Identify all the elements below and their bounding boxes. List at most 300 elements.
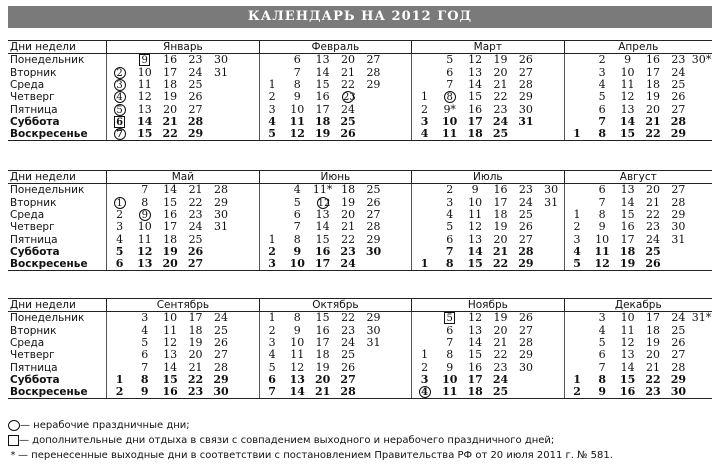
calendar-block bbox=[8, 298, 712, 399]
calendar-day bbox=[107, 67, 132, 79]
calendar-day: 8 bbox=[437, 258, 462, 271]
calendar-day: 30 bbox=[666, 386, 691, 399]
calendar-day: 18 bbox=[645, 78, 660, 92]
calendar-day: 3 bbox=[259, 337, 284, 349]
calendar-day: 8 bbox=[293, 232, 301, 246]
calendar-day: 13 bbox=[132, 258, 157, 271]
calendar-day bbox=[666, 258, 691, 271]
calendar-day: 4 bbox=[259, 116, 284, 128]
calendar-day: 19 bbox=[315, 360, 330, 374]
month-name: Февраль bbox=[259, 41, 411, 54]
calendar-day bbox=[234, 221, 259, 233]
calendar-day: 22 bbox=[645, 372, 661, 386]
calendar-day bbox=[107, 361, 132, 373]
calendar-day: 7 bbox=[598, 114, 606, 128]
calendar-day: 15 bbox=[163, 195, 178, 209]
calendar-day: 21 bbox=[493, 78, 508, 92]
calendar-day: 11* bbox=[312, 183, 333, 197]
calendar-day: 28 bbox=[671, 195, 686, 209]
extra-rest-day-marker: 5 bbox=[444, 312, 455, 324]
calendar-day: 17 bbox=[620, 232, 635, 246]
calendar-day: 11 bbox=[137, 232, 152, 246]
calendar-day: 23 bbox=[341, 323, 356, 337]
calendar-day bbox=[259, 209, 284, 221]
calendar-day: 7 bbox=[293, 65, 301, 79]
calendar-day: 29 bbox=[366, 78, 381, 92]
weekday-row bbox=[8, 361, 712, 373]
calendar-day bbox=[234, 197, 259, 209]
calendar-day: 20 bbox=[341, 208, 356, 222]
calendar-day bbox=[539, 349, 564, 361]
calendar-day bbox=[513, 374, 538, 386]
calendar-day: 20 bbox=[341, 53, 356, 67]
calendar-day bbox=[361, 128, 386, 141]
calendar-day bbox=[259, 184, 284, 197]
calendar-day: 11 bbox=[437, 128, 462, 141]
calendar-day: 14 bbox=[468, 78, 483, 92]
calendar-day: 28 bbox=[518, 336, 533, 350]
calendar-day: 24 bbox=[335, 258, 360, 271]
calendar-day: 23 bbox=[188, 53, 203, 67]
calendar-day bbox=[539, 116, 564, 128]
calendar-day: 2 bbox=[259, 91, 284, 103]
calendar-day bbox=[234, 374, 259, 386]
calendar-day: 1 bbox=[412, 91, 437, 103]
calendar-day: 12 bbox=[285, 128, 310, 141]
calendar-day: 16 bbox=[645, 53, 660, 67]
weekday-name: Понедельник bbox=[10, 54, 85, 67]
weekday-name: Среда bbox=[10, 79, 45, 92]
calendar-day: 19 bbox=[163, 90, 178, 104]
calendar-day: 23 bbox=[340, 244, 356, 258]
calendar-day: 28 bbox=[335, 386, 360, 399]
calendar-day: 11 bbox=[468, 208, 483, 222]
calendar-day bbox=[107, 312, 132, 325]
calendar-day bbox=[386, 233, 411, 245]
calendar-day: 9* bbox=[443, 102, 456, 116]
calendar-day bbox=[539, 386, 564, 399]
calendar-day: 22 bbox=[640, 128, 665, 141]
calendar-day: 20 bbox=[493, 323, 508, 337]
calendar-day: 9 bbox=[293, 244, 302, 258]
calendar-day bbox=[691, 361, 712, 373]
calendar-day: 29 bbox=[666, 128, 691, 141]
days-header: Дни недели bbox=[8, 41, 107, 54]
calendar-day bbox=[691, 337, 712, 349]
calendar-day: 15 bbox=[162, 372, 178, 386]
weekday-row bbox=[8, 67, 712, 79]
calendar-day: 14 bbox=[468, 336, 483, 350]
calendar-day: 22 bbox=[488, 258, 513, 271]
calendar-day: 26 bbox=[188, 90, 203, 104]
calendar-day bbox=[412, 209, 437, 221]
weekday-name: Пятница bbox=[10, 361, 58, 374]
weekday-name: Среда bbox=[10, 337, 45, 350]
calendar-day: 29 bbox=[213, 372, 229, 386]
holiday-marker: 8 bbox=[444, 91, 456, 103]
calendar-day: 31 bbox=[366, 336, 381, 350]
calendar-day: 21 bbox=[188, 360, 203, 374]
calendar-day: 9 bbox=[293, 90, 301, 104]
calendar-day: 7 bbox=[598, 360, 606, 374]
calendar-day: 20 bbox=[645, 348, 660, 362]
calendar-day: 6 bbox=[446, 232, 454, 246]
calendar-day bbox=[361, 258, 386, 271]
circle-marker-icon bbox=[8, 420, 20, 431]
calendar-day bbox=[234, 184, 259, 197]
calendar-day bbox=[107, 184, 132, 197]
calendar-day: 26 bbox=[213, 336, 228, 350]
weekday-name: Суббота bbox=[10, 245, 60, 258]
calendar-day: 12 bbox=[468, 220, 483, 234]
calendar-day: 2 bbox=[598, 53, 606, 67]
calendar-day: 21 bbox=[188, 183, 203, 197]
calendar-day: 8 bbox=[140, 372, 149, 386]
calendar-day bbox=[259, 54, 284, 67]
calendar-day: 22 bbox=[645, 208, 660, 222]
calendar-day: 6 bbox=[107, 258, 132, 271]
calendar-day: 26 bbox=[671, 336, 686, 350]
calendar-day: 15 bbox=[468, 348, 483, 362]
calendar-day: 3 bbox=[412, 116, 437, 128]
calendar-day: 22 bbox=[341, 232, 356, 246]
calendar-day: 16 bbox=[615, 386, 640, 399]
calendar-day: 4 bbox=[412, 128, 437, 141]
calendar-day: 4 bbox=[141, 323, 149, 337]
calendar-day: 23 bbox=[671, 53, 686, 67]
calendar-day bbox=[386, 67, 411, 79]
calendar-day: 29 bbox=[518, 90, 533, 104]
calendar-day: 7 bbox=[141, 183, 149, 197]
calendar-day bbox=[412, 337, 437, 349]
calendar-day bbox=[691, 79, 712, 91]
calendar-day: 2 bbox=[412, 103, 437, 115]
calendar-day: 22 bbox=[187, 372, 204, 386]
holiday-marker: 1 bbox=[114, 197, 126, 209]
calendar-day: 14 bbox=[620, 360, 635, 374]
calendar-day bbox=[412, 221, 437, 233]
calendar-day bbox=[234, 103, 259, 115]
calendar-day bbox=[310, 197, 335, 209]
weekday-name: Пятница bbox=[10, 233, 58, 246]
weekday-name: Воскресенье bbox=[8, 128, 107, 141]
calendar-day: 11 bbox=[289, 114, 305, 128]
calendar-day: 2 bbox=[564, 221, 589, 233]
calendar-day bbox=[386, 221, 411, 233]
weekday-name: Вторник bbox=[10, 66, 57, 79]
weekday-name: Суббота bbox=[10, 373, 60, 386]
calendar-day: 12 bbox=[290, 360, 305, 374]
calendar-day: 26 bbox=[518, 220, 533, 234]
calendar-day bbox=[107, 79, 132, 91]
weekday-name: Воскресенье bbox=[8, 386, 107, 399]
calendar-day: 1 bbox=[259, 233, 284, 245]
calendar-day bbox=[691, 91, 712, 103]
calendar-day: 15 bbox=[620, 208, 635, 222]
calendar-day bbox=[539, 361, 564, 373]
calendar-day bbox=[691, 116, 712, 128]
calendar-day: 26 bbox=[366, 195, 381, 209]
calendar-day bbox=[234, 258, 259, 271]
calendar-day: 19 bbox=[188, 336, 203, 350]
calendar-day bbox=[386, 128, 411, 141]
calendar-day: 30 bbox=[213, 53, 228, 67]
calendar-day: 25 bbox=[671, 78, 686, 92]
calendar-day: 17 bbox=[163, 65, 178, 79]
weekday-row bbox=[8, 337, 712, 349]
calendar-day bbox=[107, 349, 132, 361]
calendar-day: 9 bbox=[471, 183, 479, 197]
calendar-day: 15 bbox=[615, 128, 640, 141]
calendar-day: 2 bbox=[564, 386, 589, 399]
calendar-day bbox=[412, 197, 437, 209]
calendar-day: 29 bbox=[518, 348, 533, 362]
calendar-day: 12 bbox=[468, 53, 483, 67]
calendar-day bbox=[691, 258, 712, 271]
calendar-day: 10 bbox=[137, 65, 152, 79]
calendar-day: 13 bbox=[315, 53, 330, 67]
calendar-day: 21 bbox=[492, 244, 509, 258]
calendar-day: 20 bbox=[188, 348, 203, 362]
calendar-day: 11 bbox=[620, 323, 635, 337]
calendar-day bbox=[386, 79, 411, 91]
calendar-day bbox=[539, 374, 564, 386]
calendar-day: 14 bbox=[137, 114, 153, 128]
calendar-day: 7 bbox=[259, 386, 284, 399]
calendar-day: 16 bbox=[620, 220, 635, 234]
calendar-day: 30 bbox=[518, 102, 533, 116]
holiday-marker: 3 bbox=[114, 79, 126, 91]
calendar-day: 4 bbox=[259, 349, 284, 361]
calendar-day: 8 bbox=[446, 348, 454, 362]
calendar-day: 5 bbox=[446, 220, 454, 234]
asterisk-marker: * bbox=[10, 450, 16, 461]
calendar-day: 17 bbox=[315, 336, 330, 350]
weekday-row bbox=[8, 54, 712, 67]
calendar-day: 1 bbox=[564, 374, 589, 386]
calendar-day: 3 bbox=[598, 311, 606, 325]
weekday-row bbox=[8, 209, 712, 221]
calendar-day: 3 bbox=[564, 233, 589, 245]
square-marker-icon bbox=[8, 435, 19, 446]
calendar-day bbox=[539, 325, 564, 337]
calendar-day: 18 bbox=[341, 183, 356, 197]
calendar-day bbox=[539, 337, 564, 349]
calendar-day: 28 bbox=[671, 360, 686, 374]
calendar-day: 23 bbox=[188, 208, 203, 222]
holiday-marker: 7 bbox=[114, 128, 126, 140]
calendar-day: 14 bbox=[620, 195, 635, 209]
calendar-day: 14 bbox=[163, 183, 178, 197]
calendar-day bbox=[666, 246, 691, 258]
weekday-name: Четверг bbox=[10, 349, 55, 362]
calendar-day: 9 bbox=[598, 220, 606, 234]
calendar-day: 9 bbox=[589, 386, 614, 399]
calendar-day: 24 bbox=[341, 102, 356, 116]
calendar-day: 8 bbox=[598, 208, 606, 222]
calendar-day bbox=[539, 103, 564, 115]
calendar-day bbox=[361, 349, 386, 361]
calendar-day: 4 bbox=[293, 183, 301, 197]
calendar-day: 21 bbox=[645, 195, 660, 209]
calendar-day: 17 bbox=[645, 65, 660, 79]
calendar-day bbox=[107, 197, 132, 209]
calendar-day bbox=[208, 246, 233, 258]
legend-holiday bbox=[8, 418, 712, 433]
calendar-day bbox=[386, 91, 411, 103]
calendar-day: 20 bbox=[493, 65, 508, 79]
holiday-marker: 23 bbox=[343, 92, 356, 104]
calendar-day bbox=[691, 325, 712, 337]
calendar-day: 9 bbox=[624, 53, 632, 67]
calendar-day: 3 bbox=[259, 103, 284, 115]
calendar-day bbox=[386, 54, 411, 67]
calendar-day: 19 bbox=[493, 220, 508, 234]
calendar-day bbox=[564, 312, 589, 325]
calendar-day: 5 bbox=[564, 258, 589, 271]
calendar-day: 6 bbox=[259, 374, 284, 386]
calendar-day: 21 bbox=[162, 114, 178, 128]
calendar-day: 4 bbox=[598, 323, 606, 337]
calendar-day: 27 bbox=[213, 348, 228, 362]
calendar-day bbox=[208, 116, 233, 128]
calendar-day: 10 bbox=[620, 65, 635, 79]
calendar-day: 24 bbox=[671, 65, 686, 79]
calendar-day: 11 bbox=[594, 244, 610, 258]
calendar-day: 14 bbox=[619, 114, 636, 128]
calendar-day bbox=[259, 221, 284, 233]
calendar-day: 13 bbox=[620, 102, 635, 116]
calendar-day: 20 bbox=[315, 372, 331, 386]
calendar-day: 11 bbox=[137, 78, 152, 92]
weekday-row bbox=[8, 103, 712, 115]
calendar-day bbox=[234, 325, 259, 337]
calendar-day: 30 bbox=[213, 208, 228, 222]
calendar-day: 10 bbox=[442, 372, 458, 386]
calendar-day: 12 bbox=[468, 311, 483, 325]
calendar-day: 17 bbox=[188, 311, 203, 325]
holiday-marker: 9 bbox=[139, 209, 151, 221]
calendar-day: 12 bbox=[620, 336, 635, 350]
calendar-day: 6 bbox=[141, 348, 149, 362]
calendar-day: 8 bbox=[141, 195, 149, 209]
calendar-day: 5 bbox=[107, 246, 132, 258]
calendar-day: 23 bbox=[518, 183, 533, 197]
calendar-day bbox=[539, 91, 564, 103]
calendar-day: 13 bbox=[289, 372, 305, 386]
calendar-day: 6 bbox=[293, 208, 301, 222]
calendar-day bbox=[412, 79, 437, 91]
calendar-day: 25 bbox=[366, 183, 381, 197]
calendar-day bbox=[539, 221, 564, 233]
calendar-day: 27 bbox=[366, 53, 381, 67]
calendar-day: 15 bbox=[132, 128, 157, 141]
calendar-day bbox=[234, 233, 259, 245]
calendar-day: 9 bbox=[293, 323, 301, 337]
calendar-day: 19 bbox=[493, 311, 508, 325]
calendar-day: 23 bbox=[183, 386, 208, 399]
calendar-day: 26 bbox=[335, 128, 360, 141]
calendar-day bbox=[691, 67, 712, 79]
calendar-day bbox=[691, 386, 712, 399]
weekday-name: Понедельник bbox=[10, 312, 85, 325]
calendar-day bbox=[107, 103, 132, 115]
holiday-marker: 12 bbox=[317, 197, 331, 209]
calendar-day: 12 bbox=[620, 90, 635, 104]
calendar-day bbox=[132, 54, 157, 67]
calendar-day: 25 bbox=[488, 386, 513, 399]
calendar-day: 16 bbox=[315, 323, 330, 337]
calendar-day: 26 bbox=[518, 311, 533, 325]
calendar-day: 22 bbox=[341, 78, 356, 92]
calendar-day: 19 bbox=[341, 195, 356, 209]
calendar-day bbox=[208, 91, 233, 103]
weekday-name: Вторник bbox=[10, 324, 57, 337]
calendar-day: 6 bbox=[598, 102, 606, 116]
calendar-day: 5 bbox=[259, 128, 284, 141]
extra-rest-day-marker: 9 bbox=[139, 54, 150, 66]
calendar-block bbox=[8, 40, 712, 141]
calendar-day bbox=[208, 258, 233, 271]
days-header: Дни недели bbox=[8, 171, 107, 184]
calendar-day: 21 bbox=[645, 114, 661, 128]
calendar-day: 15 bbox=[619, 372, 636, 386]
weekday-row bbox=[8, 374, 712, 386]
calendar-day bbox=[132, 209, 157, 221]
weekday-name: Суббота bbox=[10, 115, 60, 128]
calendar-day bbox=[107, 116, 132, 128]
calendar-day: 28 bbox=[366, 65, 381, 79]
calendar-day: 16 bbox=[315, 244, 331, 258]
calendar-day: 13 bbox=[468, 232, 483, 246]
calendar-day: 2 bbox=[446, 183, 454, 197]
weekday-row bbox=[8, 349, 712, 361]
month-name: Май bbox=[107, 171, 260, 184]
calendar-day: 30 bbox=[544, 183, 559, 197]
calendar-day: 31 bbox=[544, 195, 559, 209]
calendar-day: 18 bbox=[462, 386, 487, 399]
calendar-day: 24 bbox=[671, 311, 686, 325]
calendar-day: 2 bbox=[259, 325, 284, 337]
legend-moved bbox=[8, 448, 712, 463]
calendar-day: 26 bbox=[518, 53, 533, 67]
calendar-day bbox=[361, 103, 386, 115]
weekday-row bbox=[8, 116, 712, 128]
calendar-day: 18 bbox=[493, 208, 508, 222]
calendar-day bbox=[513, 386, 538, 399]
calendar-day bbox=[386, 337, 411, 349]
calendar-day bbox=[234, 128, 259, 141]
calendar-day bbox=[259, 67, 284, 79]
calendar-day: 26 bbox=[341, 360, 356, 374]
calendar-day: 10 bbox=[290, 336, 305, 350]
calendar-day: 23 bbox=[645, 220, 660, 234]
calendar-day: 29 bbox=[513, 258, 538, 271]
month-name: Ноябрь bbox=[412, 299, 564, 312]
calendar-day bbox=[234, 386, 259, 399]
calendar-day: 29 bbox=[366, 311, 381, 325]
calendar-day: 25 bbox=[213, 323, 228, 337]
calendar-day bbox=[539, 312, 564, 325]
calendar-day bbox=[691, 246, 712, 258]
calendar-day bbox=[412, 54, 437, 67]
calendar-day: 10 bbox=[468, 195, 483, 209]
weekday-row bbox=[8, 246, 712, 258]
calendar-day bbox=[107, 91, 132, 103]
calendar-day: 27 bbox=[366, 208, 381, 222]
calendar-day bbox=[361, 91, 386, 103]
days-header: Дни недели bbox=[8, 299, 107, 312]
